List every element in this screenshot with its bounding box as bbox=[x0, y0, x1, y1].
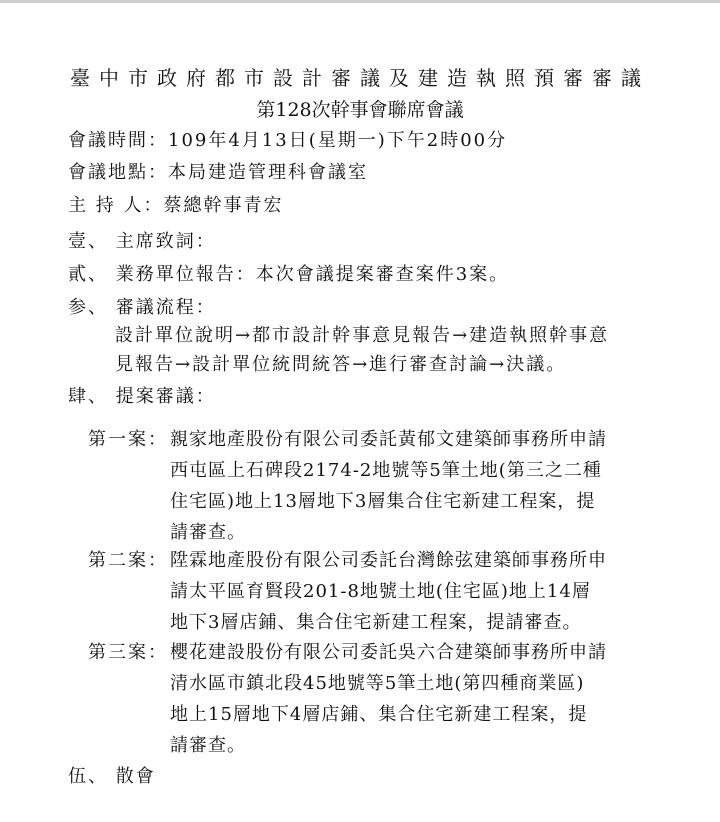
document-title: 臺中市政府都市設計審議及建造執照預審審議 bbox=[70, 66, 650, 90]
section-2-number: 貳、 bbox=[68, 264, 108, 285]
case-1-line: 住宅區)地上13層地下3層集合住宅新建工程案，提 bbox=[170, 491, 596, 512]
case-3-line: 地上15層地下4層店鋪、集合住宅新建工程案，提 bbox=[170, 704, 588, 725]
host-label: 主 持 人： bbox=[68, 195, 164, 216]
section-5-text: 散會 bbox=[115, 766, 156, 787]
host-name: 蔡總幹事青宏 bbox=[163, 195, 284, 216]
case-1-label: 第一案： bbox=[88, 429, 168, 450]
meeting-host bbox=[68, 193, 283, 219]
meeting-place: 會議地點：本局建造管理科會議室 bbox=[68, 162, 368, 183]
section-2-text: 業務單位報告：本次會議提案審查案件3案。 bbox=[115, 264, 510, 285]
case-2-body bbox=[170, 545, 690, 638]
case-2-line: 地下3層店鋪、集合住宅新建工程案，提請審查。 bbox=[170, 612, 582, 633]
section-3-number: 参、 bbox=[68, 297, 108, 318]
case-3-line: 清水區市鎮北段45地號等5筆土地(第四種商業區) bbox=[170, 673, 585, 694]
section-1-number: 壹、 bbox=[68, 231, 108, 252]
case-1-line: 請審查。 bbox=[170, 522, 246, 543]
case-1-line: 親家地產股份有限公司委託黃郁文建築師事務所申請 bbox=[170, 429, 607, 450]
section-5 bbox=[68, 764, 156, 790]
section-5-number: 伍、 bbox=[68, 766, 108, 787]
case-1-line: 西屯區上石碑段2174-2地號等5筆土地(第三之二種 bbox=[170, 460, 602, 481]
section-4 bbox=[68, 384, 216, 410]
section-3-text: 審議流程： bbox=[115, 297, 216, 318]
case-2-label: 第二案： bbox=[88, 550, 168, 571]
meeting-time: 會議時間：109年4月13日(星期一)下午2時00分 bbox=[68, 130, 508, 151]
section-1-text: 主席致詞： bbox=[115, 231, 216, 252]
section-3 bbox=[68, 295, 216, 321]
review-flow-line-2: 見報告→設計單位統問統答→進行審查討論→決議。 bbox=[115, 354, 567, 375]
section-1 bbox=[68, 229, 216, 255]
case-2-line: 陞霖地產股份有限公司委託台灣餘弦建築師事務所申 bbox=[170, 550, 607, 571]
section-4-text: 提案審議： bbox=[115, 386, 216, 407]
case-3-body bbox=[170, 637, 690, 761]
section-4-number: 肆、 bbox=[68, 386, 108, 407]
case-3-line: 櫻花建設股份有限公司委託吳六合建築師事務所申請 bbox=[170, 642, 607, 663]
case-3-label: 第三案： bbox=[88, 642, 168, 663]
section-2 bbox=[68, 262, 509, 288]
case-1-body bbox=[170, 424, 690, 548]
review-flow-line-1: 設計單位說明→都市設計幹事意見報告→建造執照幹事意 bbox=[115, 325, 610, 346]
case-3-line: 請審查。 bbox=[170, 735, 246, 756]
case-2-line: 請太平區育賢段201-8地號土地(住宅區)地上14層 bbox=[170, 581, 591, 602]
document-subtitle: 第128次幹事會聯席會議 bbox=[256, 99, 464, 121]
